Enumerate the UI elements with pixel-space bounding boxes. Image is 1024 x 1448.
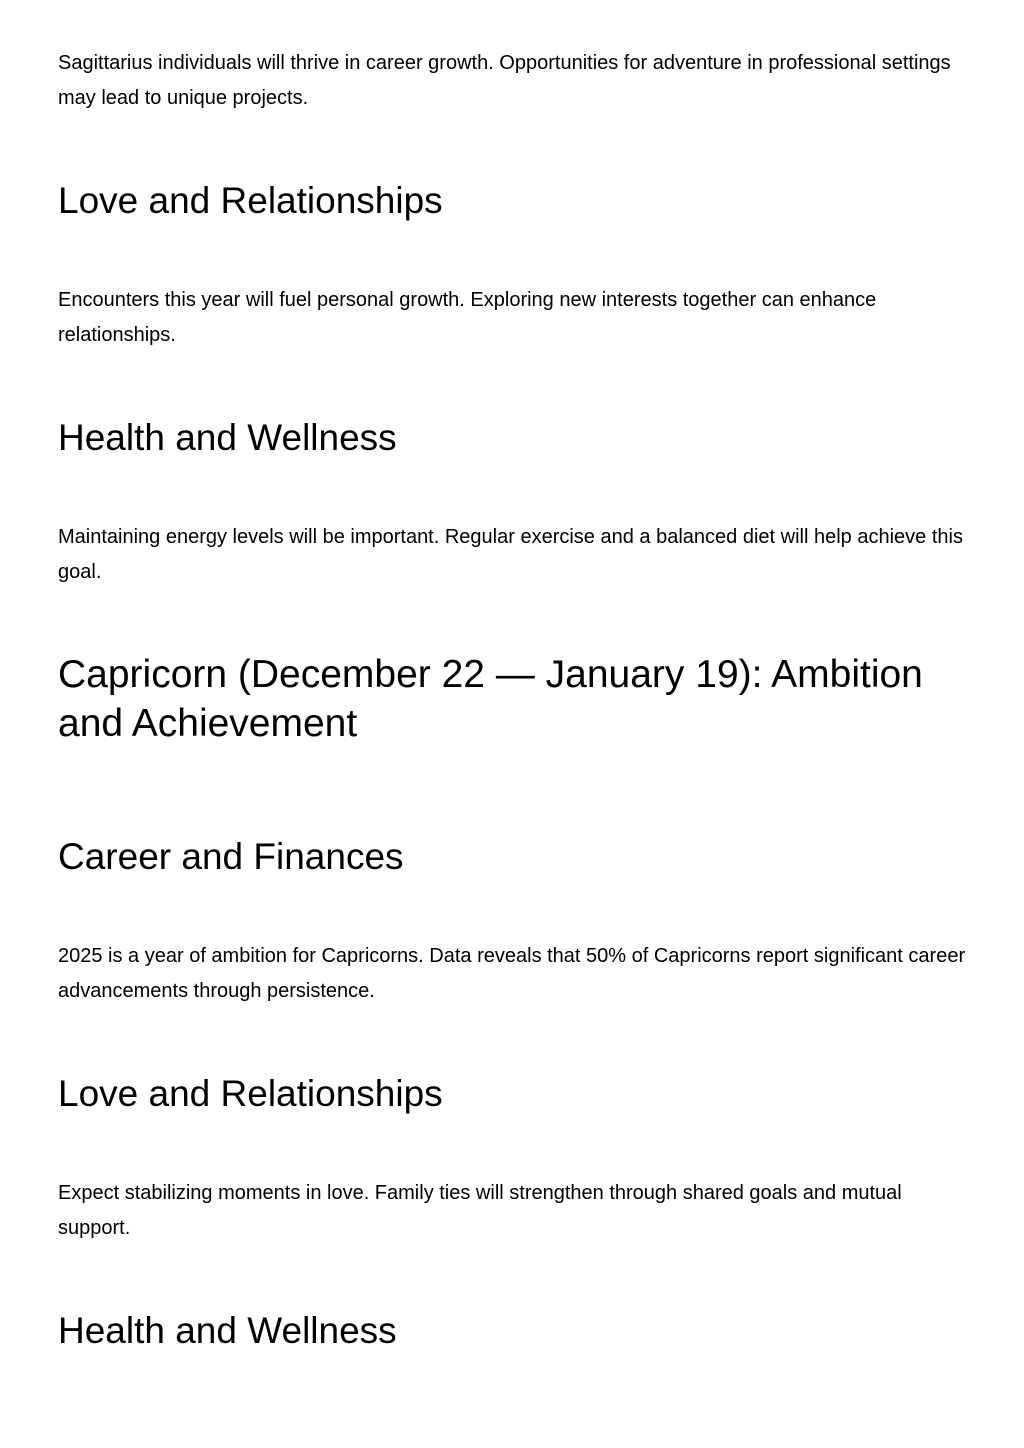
sagittarius-health-heading: Health and Wellness xyxy=(58,417,397,458)
sagittarius-love-paragraph: Encounters this year will fuel personal growth. Exploring new interests together can enhance relationships. xyxy=(58,289,877,346)
capricorn-section-heading: Capricorn (December 22 — January 19): Ambition and Achievement xyxy=(58,653,923,745)
capricorn-love-heading: Love and Relationships xyxy=(58,1073,443,1114)
sagittarius-health-paragraph: Maintaining energy levels will be important. Regular exercise and a balanced diet will help achieve this goal. xyxy=(58,526,963,583)
sagittarius-love-heading: Love and Relationships xyxy=(58,180,443,221)
capricorn-love-paragraph: Expect stabilizing moments in love. Family ties will strengthen through shared goals and mutual support. xyxy=(58,1182,902,1239)
capricorn-health-heading: Health and Wellness xyxy=(58,1310,397,1351)
sagittarius-career-paragraph: Sagittarius individuals will thrive in career growth. Opportunities for adventure in professional settings may lead to unique projects. xyxy=(58,52,951,109)
capricorn-career-paragraph: 2025 is a year of ambition for Capricorns. Data reveals that 50% of Capricorns report significant career advancements through persistence. xyxy=(58,945,966,1002)
capricorn-career-heading: Career and Finances xyxy=(58,836,404,877)
